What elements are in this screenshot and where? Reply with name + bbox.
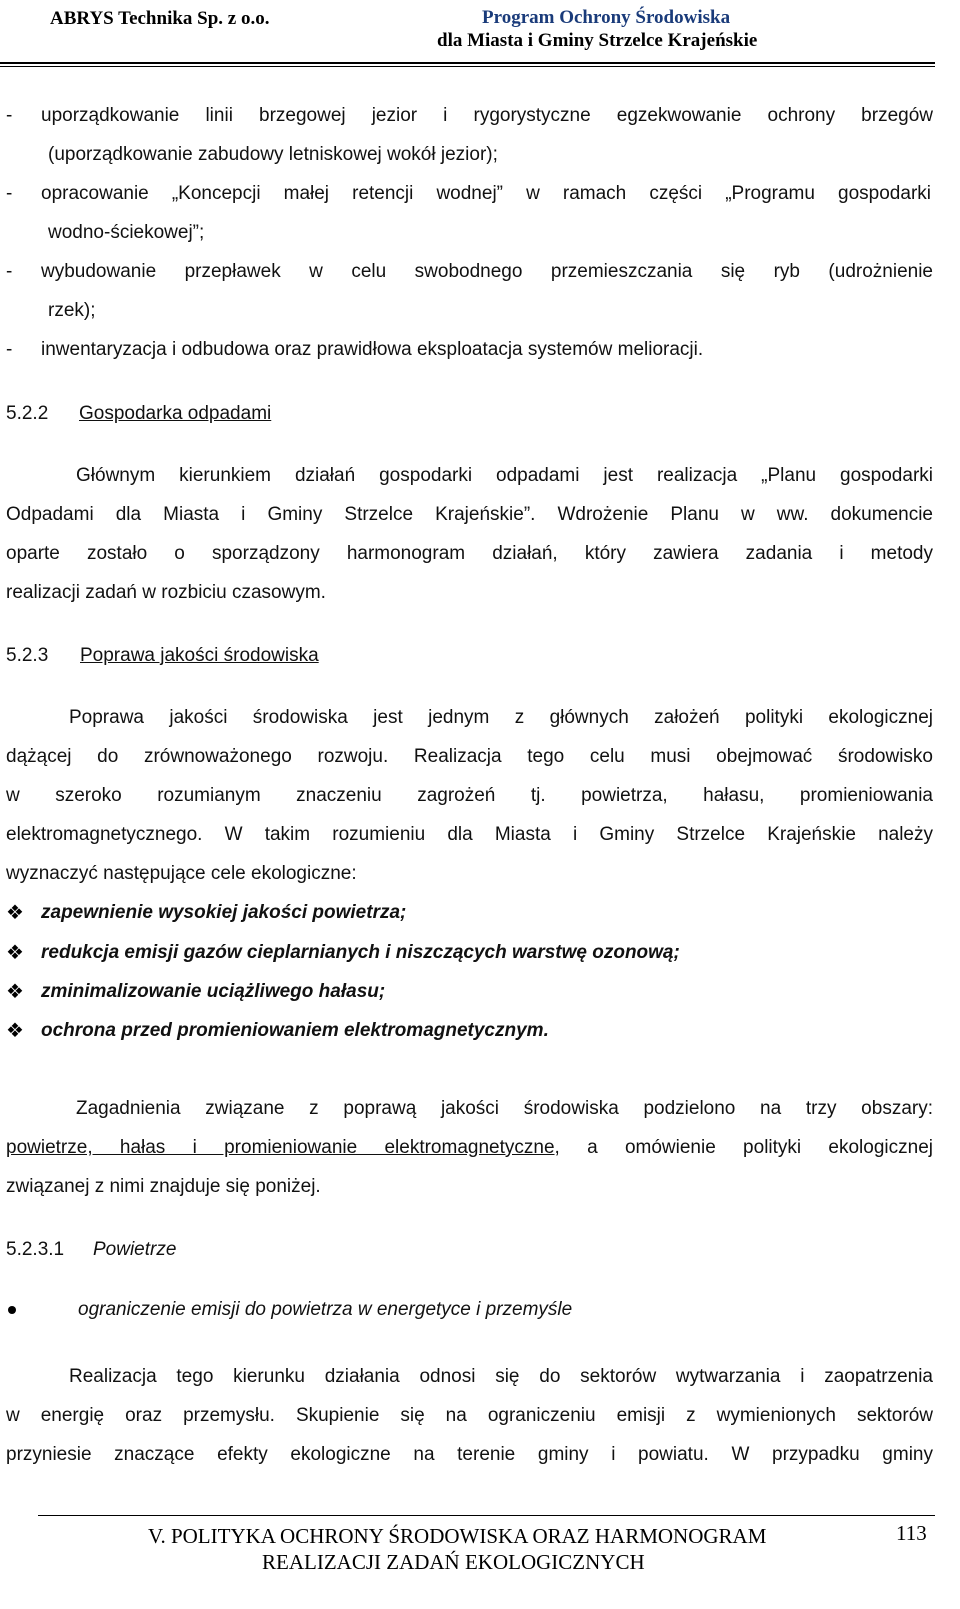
diamond-bullet-icon: ❖ [6, 942, 24, 964]
section-523-line1: Poprawa jakości środowiska jest jednym z głównych założeń polityki ekologicznej [69, 707, 933, 728]
dash-1: - [6, 105, 13, 126]
bullet-2-line1: opracowanie „Koncepcji małej retencji wodnej” w ramach części „Programu gospodarki [41, 183, 931, 204]
diamond-bullet-icon: ❖ [6, 902, 24, 924]
header-title-line2: dla Miasta i Gminy Strzelce Krajeńskie [437, 30, 758, 51]
dash-2: - [6, 183, 13, 204]
section-522-line3: oparte zostało o sporządzony harmonogram działań, który zawiera zadania i metody [6, 543, 933, 564]
bullet-1-line2: (uporządkowanie zabudowy letniskowej wokół jezior); [48, 144, 498, 165]
section-5231-title: Powietrze [93, 1239, 177, 1260]
footer-line1: V. POLITYKA OCHRONY ŚRODOWISKA ORAZ HARMONOGRAM [148, 1524, 767, 1548]
section-522-line2: Odpadami dla Miasta i Gminy Strzelce Krajeńskie”. Wdrożenie Planu w ww. dokumencie [6, 504, 933, 525]
goal-4: ochrona przed promieniowaniem elektromagnetycznym. [41, 1020, 549, 1041]
section-5231-line3: przyniesie znaczące efekty ekologiczne na terenie gminy i powiatu. W przypadku gminy [6, 1444, 933, 1465]
section-522-line4: realizacji zadań w rozbiciu czasowym. [6, 582, 326, 603]
goal-1: zapewnienie wysokiej jakości powietrza; [41, 902, 407, 923]
section-522-line1: Głównym kierunkiem działań gospodarki odpadami jest realizacja „Planu gospodarki [76, 465, 933, 486]
section-5231-line1: Realizacja tego kierunku działania odnosi się do sektorów wytwarzania i zaopatrzenia [69, 1366, 933, 1387]
goal-3: zminimalizowanie uciążliwego hałasu; [41, 981, 386, 1002]
round-bullet-icon [8, 1306, 16, 1314]
header-company: ABRYS Technika Sp. z o.o. [50, 8, 270, 29]
page-number: 113 [896, 1521, 927, 1545]
areas-line3: związanej z nimi znajduje się poniżej. [6, 1176, 321, 1197]
goal-2: redukcja emisji gazów cieplarnianych i niszczących warstwę ozonową; [41, 942, 680, 963]
section-5231-number: 5.2.3.1 [6, 1239, 65, 1260]
section-5231-line2: w energię oraz przemysłu. Skupienie się na ograniczeniu emisji z wymienionych sektorów [6, 1405, 933, 1426]
footer-line2: REALIZACJI ZADAŃ EKOLOGICZNYCH [262, 1550, 645, 1574]
section-523-line2: dążącej do zrównoważonego rozwoju. Realizacja tego celu musi obejmować środowisko [6, 746, 933, 767]
section-522-number: 5.2.2 [6, 403, 49, 424]
bullet-3-line1: wybudowanie przepławek w celu swobodnego przemieszczania się ryb (udrożnienie [41, 261, 933, 282]
section-523-title: Poprawa jakości środowiska [80, 645, 319, 666]
dash-3: - [6, 261, 13, 282]
bullet-3-line2: rzek); [48, 300, 96, 321]
section-5231-bullet: ograniczenie emisji do powietrza w energetyce i przemyśle [78, 1299, 573, 1320]
dash-4: - [6, 339, 13, 360]
header-rule [0, 62, 935, 64]
diamond-bullet-icon: ❖ [6, 1020, 24, 1042]
areas-rest: , a omówienie polityki ekologicznej [554, 1137, 933, 1158]
areas-line1: Zagadnienia związane z poprawą jakości środowiska podzielono na trzy obszary: [76, 1098, 933, 1119]
areas-underlined: powietrze, hałas i promieniowanie elektromagnetyczne [6, 1137, 555, 1158]
bullet-1-line1: uporządkowanie linii brzegowej jezior i rygorystyczne egzekwowanie ochrony brzegów [41, 105, 933, 126]
section-523-line5: wyznaczyć następujące cele ekologiczne: [6, 863, 357, 884]
section-523-line3: w szeroko rozumianym znaczeniu zagrożeń tj. powietrza, hałasu, promieniowania [6, 785, 933, 806]
diamond-bullet-icon: ❖ [6, 981, 24, 1003]
bullet-4-line1: inwentaryzacja i odbudowa oraz prawidłowa eksploatacja systemów melioracji. [41, 339, 704, 360]
bullet-2-line2: wodno-ściekowej”; [48, 222, 205, 243]
header-title-line1: Program Ochrony Środowiska [482, 7, 731, 28]
footer-rule [38, 1515, 935, 1516]
section-523-line4: elektromagnetycznego. W takim rozumieniu dla Miasta i Gminy Strzelce Krajeńskie należy [6, 824, 933, 845]
section-523-number: 5.2.3 [6, 645, 49, 666]
header-rule-thin [0, 66, 935, 67]
areas-line2 [6, 1137, 933, 1159]
section-522-title: Gospodarka odpadami [79, 403, 272, 424]
